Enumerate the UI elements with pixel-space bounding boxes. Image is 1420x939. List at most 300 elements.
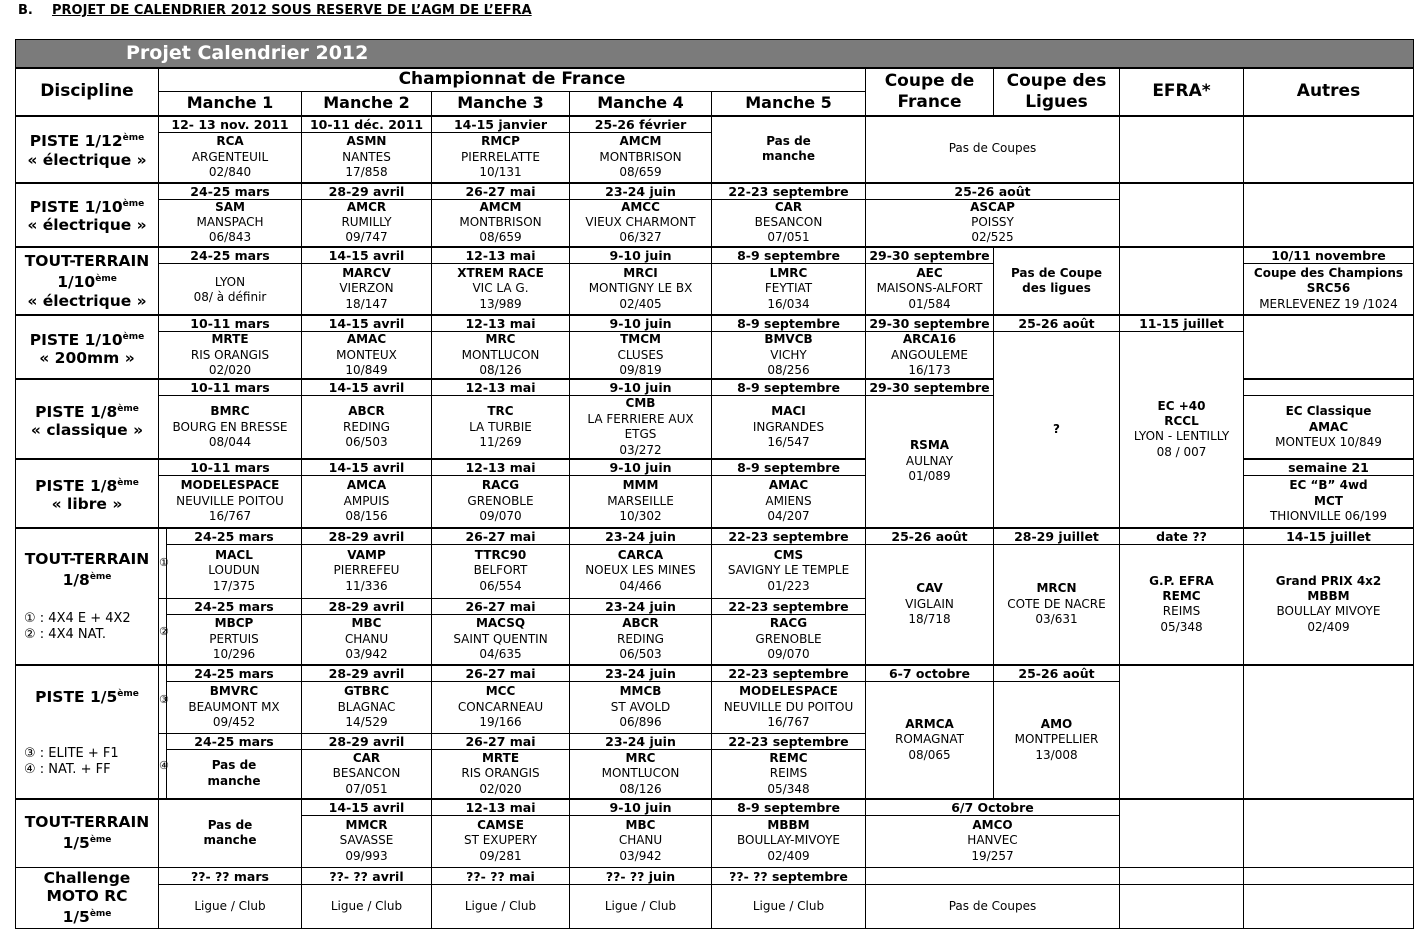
no-manche-line: manche xyxy=(762,149,815,163)
date-cell: 22-23 septembre xyxy=(712,598,866,614)
club-code: 06/843 xyxy=(208,230,252,245)
city: POISSY xyxy=(971,214,1014,229)
date-cell: 26-27 mai xyxy=(432,734,570,750)
club-name: MMM xyxy=(622,478,659,493)
date-cell: 25-26 août xyxy=(994,315,1120,332)
city: BOULLAY-MIVOYE xyxy=(736,833,840,848)
date-cell: 24-25 mars xyxy=(167,528,302,545)
event-cell xyxy=(570,544,712,598)
date-cell: 14-15 avril xyxy=(302,379,432,396)
discipline-name: PISTE 1/10 xyxy=(29,198,123,217)
city: MANSPACH xyxy=(196,214,264,229)
event-cell xyxy=(570,133,712,183)
header-manche-5: Manche 5 xyxy=(712,92,866,116)
group-marker: ③ xyxy=(159,665,167,734)
club-name: CAR xyxy=(352,750,381,765)
event-cell xyxy=(432,815,570,867)
date-cell: 12-13 mai xyxy=(432,315,570,332)
city: CHANU xyxy=(344,631,389,646)
event-cell xyxy=(432,133,570,183)
discipline-piste-1-8-libre xyxy=(16,459,159,528)
discipline-name: PISTE 1/10 xyxy=(29,330,123,349)
club-name: RSMA xyxy=(909,438,950,453)
city: PERTUIS xyxy=(209,631,259,646)
discipline-sub: « classique » xyxy=(30,420,144,439)
club-name: CMB xyxy=(625,396,656,411)
date-cell: 12-13 mai xyxy=(432,247,570,264)
discipline-name: PISTE 1/5 xyxy=(35,688,118,707)
date-cell: ??- ?? septembre xyxy=(712,868,866,885)
discipline-sub: « électrique » xyxy=(27,291,147,310)
coupe-date-empty xyxy=(866,868,1120,885)
club-name: ARCA16 xyxy=(902,332,957,347)
discipline-sup: ème xyxy=(95,274,117,285)
coupe-event-cell xyxy=(866,199,1120,247)
city: BOULLAY MIVOYE xyxy=(1276,604,1381,619)
club-name: TMCM xyxy=(620,332,661,347)
discipline-sup: ème xyxy=(89,835,112,846)
club-code: 02/525 xyxy=(971,230,1014,245)
no-manche-line: Pas de xyxy=(766,133,811,148)
event-cell xyxy=(712,396,866,459)
event-cell xyxy=(302,544,432,598)
club-code: 19/166 xyxy=(479,715,522,730)
city: NANTES xyxy=(342,149,391,164)
club-code: 05/348 xyxy=(1160,619,1203,634)
city: THIONVILLE 06/199 xyxy=(1269,509,1388,524)
club-code: 02/020 xyxy=(208,363,252,378)
event-cell xyxy=(570,332,712,380)
event-name: EC Classique xyxy=(1285,404,1372,419)
date-cell: 24-25 mars xyxy=(167,665,302,682)
no-coupe-line: des ligues xyxy=(1022,280,1091,295)
club-code: 16/034 xyxy=(767,296,810,311)
club-name: MBBM xyxy=(767,817,810,832)
date-cell: 26-27 mai xyxy=(432,528,570,545)
efra-empty xyxy=(1120,183,1244,247)
discipline-name: PISTE 1/12 xyxy=(29,132,123,151)
event-name: Grand PRIX 4x2 xyxy=(1275,573,1382,588)
calendar-table xyxy=(15,39,1414,868)
club-code: 01/584 xyxy=(908,296,951,311)
club-code: 16/173 xyxy=(908,363,951,378)
date-cell: 8-9 septembre xyxy=(712,459,866,476)
autres-empty xyxy=(1244,379,1414,396)
section-title: PROJET DE CALENDRIER 2012 SOUS RESERVE DE L’AGM DE L’EFRA xyxy=(52,3,532,18)
club-name: AMCM xyxy=(479,199,522,214)
club-name: MACL xyxy=(215,547,253,562)
event-cell xyxy=(432,332,570,380)
autres-event-cell xyxy=(1244,544,1414,665)
discipline-frac: 1/5 xyxy=(62,834,90,853)
event-cell xyxy=(302,614,432,665)
club-code: 19/257 xyxy=(971,848,1014,863)
date-cell: 12-13 mai xyxy=(432,459,570,476)
club-name: MMCR xyxy=(345,817,388,832)
date-cell: 26-27 mai xyxy=(432,598,570,614)
date-cell: ??- ?? juin xyxy=(570,868,712,885)
club-name: AMCA xyxy=(346,478,387,493)
date-cell: 6/7 Octobre xyxy=(866,799,1120,816)
club-code: 08/044 xyxy=(208,434,252,449)
city: INGRANDES xyxy=(752,419,825,434)
club-name: MBC xyxy=(625,817,656,832)
city: VIEUX CHARMONT xyxy=(585,214,696,229)
date-cell: 28-29 avril xyxy=(302,183,432,200)
club-name: VAMP xyxy=(347,547,386,562)
event-cell xyxy=(302,815,432,867)
club-code: 02/409 xyxy=(1307,619,1350,634)
autres-event-cell xyxy=(1244,263,1414,315)
city: SAVASSE xyxy=(339,833,394,848)
city: MAISONS-ALFORT xyxy=(876,281,983,296)
legend-line: ① : 4X4 E + 4X2 xyxy=(24,610,131,626)
club-code: 11/269 xyxy=(479,434,522,449)
no-coupes-cell: Pas de Coupes xyxy=(866,885,1120,929)
event-cell xyxy=(570,263,712,315)
event-cell xyxy=(167,614,302,665)
group-marker: ② xyxy=(159,598,167,665)
club-name: SAM xyxy=(215,199,245,214)
city: ANGOULEME xyxy=(891,347,968,362)
city: RUMILLY xyxy=(341,214,392,229)
club-code: 18/147 xyxy=(345,296,388,311)
date-cell: 8-9 septembre xyxy=(712,247,866,264)
club-name: CMS xyxy=(773,547,804,562)
city: AMIENS xyxy=(765,493,812,508)
event-cell xyxy=(712,199,866,247)
city: PIERREFEU xyxy=(333,563,400,578)
challenge-table xyxy=(15,867,1414,929)
city: BEAUMONT MX xyxy=(188,699,280,714)
club-name: REMC xyxy=(1162,588,1201,603)
event-cell xyxy=(712,750,866,799)
club-name: AMO xyxy=(1040,716,1073,731)
club-code: 09/281 xyxy=(479,848,522,863)
event-cell xyxy=(167,682,302,734)
date-cell: 9-10 juin xyxy=(570,459,712,476)
event-name: Coupe des Champions xyxy=(1253,265,1404,280)
event-cell xyxy=(570,396,712,459)
header-coupe-ligues: Coupe des Ligues xyxy=(994,68,1120,116)
club-name: ASMN xyxy=(346,134,387,149)
club-code: 10/302 xyxy=(619,509,662,524)
no-manche-cell xyxy=(712,116,866,183)
club-code: 08/ à définir xyxy=(193,289,267,304)
unknown-mark: ? xyxy=(1053,421,1060,436)
date-cell: 23-24 juin xyxy=(570,528,712,545)
city: BOURG EN BRESSE xyxy=(172,419,288,434)
club-code: 04/635 xyxy=(479,647,522,662)
event-cell xyxy=(712,263,866,315)
club-name: AMAC xyxy=(346,332,387,347)
club-name: RACG xyxy=(481,478,520,493)
efra-empty xyxy=(1120,799,1244,868)
event-cell xyxy=(302,476,432,528)
date-cell: 14-15 avril xyxy=(302,459,432,476)
date-cell: 28-29 juillet xyxy=(994,528,1120,545)
city: REIMS xyxy=(769,766,808,781)
club-code: 06/503 xyxy=(345,434,388,449)
club-code: 07/051 xyxy=(767,230,810,245)
event-cell xyxy=(570,815,712,867)
date-cell: 24-25 mars xyxy=(167,598,302,614)
city: ST EXUPERY xyxy=(463,833,538,848)
section-heading xyxy=(18,3,532,18)
club-name: MODELESPACE xyxy=(180,478,280,493)
autres-empty xyxy=(1244,183,1414,247)
club-name: ARMCA xyxy=(905,716,954,731)
discipline-sub: « 200mm » xyxy=(39,348,135,367)
date-cell: 6-7 octobre xyxy=(866,665,994,682)
event-cell xyxy=(712,476,866,528)
club-cell: Ligue / Club xyxy=(712,885,866,929)
city: VIC LA G. xyxy=(472,281,529,296)
club-code: 06/503 xyxy=(619,647,662,662)
club-name: BMVCB xyxy=(764,332,813,347)
event-name: EC +40 xyxy=(1157,398,1206,413)
efra-empty xyxy=(1120,247,1244,316)
club-code: 18/718 xyxy=(908,612,951,627)
city: LYON - LENTILLY xyxy=(1133,429,1230,444)
event-cell xyxy=(159,332,302,380)
event-cell xyxy=(302,750,432,799)
date-cell: 23-24 juin xyxy=(570,183,712,200)
header-championnat: Championnat de France xyxy=(159,68,866,92)
no-manche-cell xyxy=(159,799,302,868)
coupe-ligues-event-cell xyxy=(994,544,1120,665)
event-cell xyxy=(432,476,570,528)
club-code: 06/554 xyxy=(479,578,522,593)
club-code: 17/858 xyxy=(345,164,388,179)
city: NOEUX LES MINES xyxy=(585,563,696,578)
header-efra: EFRA* xyxy=(1120,68,1244,116)
autres-event-cell xyxy=(1244,396,1414,459)
club-cell: Ligue / Club xyxy=(302,885,432,929)
no-coupes-text: Pas de Coupes xyxy=(948,141,1037,156)
event-cell xyxy=(302,332,432,380)
city: MONTBRISON xyxy=(599,149,682,164)
club-name: CAR xyxy=(774,199,803,214)
club-code: 08/126 xyxy=(479,363,522,378)
club-name: TTRC90 xyxy=(474,547,527,562)
city: GRENOBLE xyxy=(467,493,534,508)
no-coupes-cell xyxy=(866,116,1120,183)
city: VIERZON xyxy=(339,281,394,296)
club-name: MACI xyxy=(771,404,806,419)
date-cell: 22-23 septembre xyxy=(712,734,866,750)
spacer xyxy=(16,706,158,746)
event-cell xyxy=(159,263,302,315)
club-code: 06/327 xyxy=(619,230,662,245)
no-manche-line: manche xyxy=(207,773,261,788)
club-name: ABCR xyxy=(348,404,385,419)
date-cell: 9-10 juin xyxy=(570,247,712,264)
date-cell: 14-15 avril xyxy=(302,247,432,264)
coupe-event-cell xyxy=(866,815,1120,867)
city: BLAGNAC xyxy=(337,699,396,714)
club-name: RCCL xyxy=(1164,413,1199,428)
efra-event-cell xyxy=(1120,332,1244,528)
event-cell xyxy=(712,544,866,598)
club-name: AMCR xyxy=(346,199,387,214)
club-code: 09/070 xyxy=(479,509,522,524)
city: ST AVOLD xyxy=(610,699,671,714)
city: VICHY xyxy=(770,347,807,362)
no-manche-line: Pas de xyxy=(211,758,257,773)
club-code: 02/840 xyxy=(208,164,252,179)
discipline-piste-1-8-classique xyxy=(16,379,159,459)
discipline-sub: « électrique » xyxy=(27,150,147,169)
city: GRENOBLE xyxy=(755,631,822,646)
event-cell xyxy=(159,133,302,183)
event-cell xyxy=(712,682,866,734)
city: AMPUIS xyxy=(343,493,390,508)
event-cell xyxy=(159,476,302,528)
header-coupe-france: Coupe de France xyxy=(866,68,994,116)
date-cell: 12- 13 nov. 2011 xyxy=(159,116,302,133)
no-coupe-ligues-cell xyxy=(994,247,1120,316)
club-code: 08/126 xyxy=(619,781,662,796)
date-cell: 28-29 avril xyxy=(302,598,432,614)
city: RIS ORANGIS xyxy=(190,347,270,362)
coupe-ligues-unknown xyxy=(994,332,1120,528)
discipline-name: TOUT-TERRAIN xyxy=(24,813,150,832)
legend-line: ② : 4X4 NAT. xyxy=(24,626,107,642)
club-code: 01/089 xyxy=(908,469,951,484)
discipline-name: TOUT-TERRAIN xyxy=(24,252,150,271)
club-name: ASCAP xyxy=(970,199,1015,214)
club-name: MMCB xyxy=(619,684,662,699)
city: VIGLAIN xyxy=(905,596,954,611)
club-code: 03/272 xyxy=(619,442,662,457)
club-code: 08/659 xyxy=(619,164,662,179)
club-name: MRC xyxy=(485,332,516,347)
discipline-sup: ème xyxy=(117,403,139,414)
city: MONTIGNY LE BX xyxy=(588,281,693,296)
club-code: 02/409 xyxy=(767,848,810,863)
date-cell: 14-15 avril xyxy=(302,799,432,816)
city: ARGENTEUIL xyxy=(191,149,269,164)
club-name: SRC56 xyxy=(1306,281,1351,296)
header-manche-3: Manche 3 xyxy=(432,92,570,116)
group-marker: ① xyxy=(159,528,167,599)
date-cell: 25-26 février xyxy=(570,116,712,133)
date-cell: 14-15 avril xyxy=(302,315,432,332)
discipline-sup: ème xyxy=(122,199,145,210)
date-cell: 28-29 avril xyxy=(302,734,432,750)
club-code: 07/051 xyxy=(345,781,388,796)
club-name: MODELESPACE xyxy=(739,684,838,699)
club-name: AMCC xyxy=(621,199,660,214)
club-code: 09/993 xyxy=(345,848,388,863)
city: LA FERRIERE AUX ETGS xyxy=(587,411,694,442)
club-code: 04/207 xyxy=(767,509,810,524)
city: BESANCON xyxy=(754,214,823,229)
club-code: 09/819 xyxy=(619,363,662,378)
city: NEUVILLE DU POITOU xyxy=(723,699,854,714)
event-cell xyxy=(432,614,570,665)
club-code: 09/070 xyxy=(767,647,810,662)
club-code: 03/942 xyxy=(345,647,388,662)
event-cell xyxy=(432,750,570,799)
discipline-line2: MOTO RC xyxy=(46,887,128,906)
coupe-ligues-event-cell xyxy=(994,682,1120,799)
section-letter: B. xyxy=(18,3,33,18)
date-cell: 14-15 janvier xyxy=(432,116,570,133)
club-name: ABCR xyxy=(622,616,659,631)
discipline-tout-terrain-1-10 xyxy=(16,247,159,316)
no-coupe-line: Pas de Coupe xyxy=(1010,265,1103,280)
coupe-event-cell xyxy=(866,332,994,380)
date-cell: 10-11 mars xyxy=(159,379,302,396)
club-code: 08/659 xyxy=(479,230,522,245)
header-autres: Autres xyxy=(1244,68,1414,116)
discipline-name: PISTE 1/8 xyxy=(35,476,118,495)
club-name: BMRC xyxy=(210,404,250,419)
date-cell: 9-10 juin xyxy=(570,379,712,396)
date-cell: 10/11 novembre xyxy=(1244,247,1414,264)
city: ROMAGNAT xyxy=(894,732,965,747)
discipline-sup: ème xyxy=(117,689,139,700)
discipline-piste-1-12 xyxy=(16,116,159,183)
discipline-piste-1-10-electrique xyxy=(16,183,159,247)
date-cell: 12-13 mai xyxy=(432,799,570,816)
club-name: MBBM xyxy=(1307,588,1350,603)
date-cell: 8-9 septembre xyxy=(712,315,866,332)
date-cell: 28-29 avril xyxy=(302,528,432,545)
date-cell: 14-15 juillet xyxy=(1244,528,1414,545)
discipline-piste-1-10-200mm xyxy=(16,315,159,379)
discipline-sup: ème xyxy=(89,571,112,582)
date-cell: 26-27 mai xyxy=(432,665,570,682)
club-name: MRTE xyxy=(481,750,520,765)
city: NEUVILLE POITOU xyxy=(176,493,284,508)
city: MONTLUCON xyxy=(461,347,540,362)
club-code: 09/452 xyxy=(212,715,256,730)
city: BESANCON xyxy=(332,766,401,781)
event-cell xyxy=(432,544,570,598)
discipline-name: TOUT-TERRAIN xyxy=(24,549,150,568)
club-code: 17/375 xyxy=(212,578,256,593)
event-cell xyxy=(570,750,712,799)
efra-empty xyxy=(1120,885,1244,929)
autres-empty xyxy=(1244,116,1414,183)
club-name: CAV xyxy=(916,581,943,596)
coupe-event-cell xyxy=(866,396,994,528)
club-name: RACG xyxy=(769,616,808,631)
discipline-tout-terrain-1-5 xyxy=(16,799,159,868)
city: CLUSES xyxy=(617,347,664,362)
club-cell: Ligue / Club xyxy=(432,885,570,929)
date-cell: 23-24 juin xyxy=(570,598,712,614)
discipline-tout-terrain-1-8 xyxy=(16,528,159,666)
club-name: REMC xyxy=(769,750,808,765)
club-code: 16/767 xyxy=(208,509,252,524)
city: CONCARNEAU xyxy=(457,699,544,714)
event-cell xyxy=(432,199,570,247)
event-cell xyxy=(302,682,432,734)
city: REDING xyxy=(343,419,390,434)
club-code: 04/466 xyxy=(619,578,662,593)
efra-empty xyxy=(1120,665,1244,799)
club-code: 02/405 xyxy=(619,296,662,311)
date-cell: 22-23 septembre xyxy=(712,528,866,545)
club-name: BMVRC xyxy=(209,684,259,699)
club-code: 08/156 xyxy=(345,509,388,524)
club-code: 09/747 xyxy=(345,230,388,245)
no-manche-cell xyxy=(167,750,302,799)
